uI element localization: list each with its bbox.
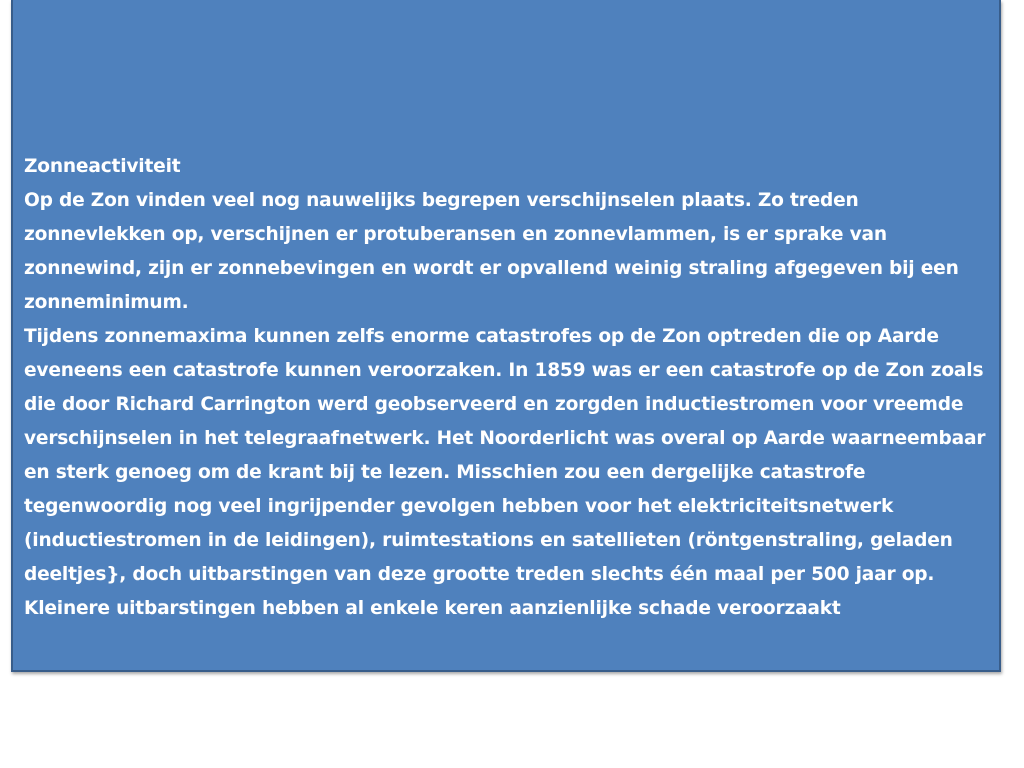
slide-heading: Zonneactiviteit [24,156,181,177]
text-box [11,0,1001,672]
text-content [24,150,994,626]
paragraph-2: Tijdens zonnemaxima kunnen zelfs enorme catastrofes op de Zon optreden die op Aarde eveneens een catastrofe kunnen veroorzaken. In 1859 was er een catastrofe op de Zon zoals die door Richard Carrington werd geobserveerd en zorgden inductiestromen voor vreemde verschijnselen in het telegraafnetwerk. Het Noorderlicht was overal op Aarde waarneembaar en sterk genoeg om de krant bij te lezen. Misschien zou een dergelijke catastrofe tegenwoordig nog veel ingrijpender gevolgen hebben voor het elektriciteitsnetwerk (inductiestromen in de leidingen), ruimtestations en satellieten (röntgenstraling, geladen deeltjes}, doch uitbarstingen van deze grootte treden slechts één maal per 500 jaar op. Kleinere uitbarstingen hebben al enkele keren aanzienlijke schade veroorzaakt [24,326,986,619]
paragraph-1: Op de Zon vinden veel nog nauwelijks begrepen verschijnselen plaats. Zo treden zonnevlekken op, verschijnen er protuberansen en zonnevlammen, is er sprake van zonnewind, zijn er zonnebevingen en wordt er opvallend weinig straling afgegeven bij een zonneminimum. [24,190,959,313]
